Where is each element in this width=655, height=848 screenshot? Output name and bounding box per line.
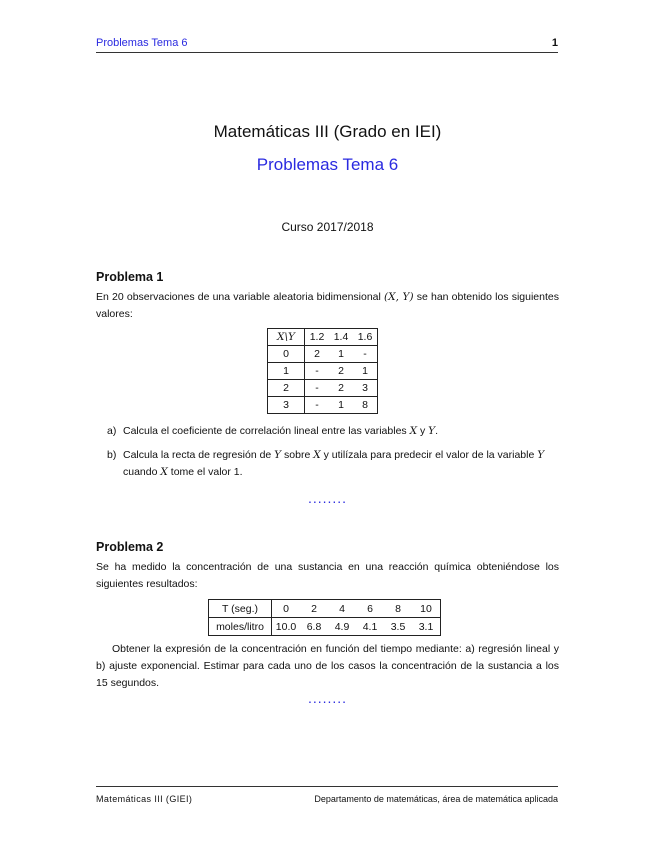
table-cell: 2 xyxy=(329,380,353,397)
row-label: 2 xyxy=(268,380,305,397)
problem2-task: Obtener la expresión de la concentración en función del tiempo mediante: a) regresión lineal y b) ajuste exponencial. Estimar para cada uno de los casos la concentración de la sustancia a los 15 segundos. xyxy=(96,643,559,689)
problem2-heading: Problema 2 xyxy=(96,540,164,554)
row-label: 3 xyxy=(268,397,305,414)
item-math: Y xyxy=(428,425,436,437)
table-cell: 0 xyxy=(272,600,301,618)
table-cell: 8 xyxy=(353,397,378,414)
page-header xyxy=(96,36,558,53)
table-cell: 1 xyxy=(329,346,353,363)
table-cell: 3 xyxy=(353,380,378,397)
table-cell: 10.0 xyxy=(272,618,301,636)
problem2-table xyxy=(208,599,441,636)
item-text-part: cuando xyxy=(123,466,161,478)
item-math: Y xyxy=(537,449,545,461)
table-cell: 1 xyxy=(329,397,353,414)
row-label: moles/litro xyxy=(209,618,272,636)
table-cell: 1 xyxy=(353,363,378,380)
table-cell: 4.9 xyxy=(328,618,356,636)
item-text-part: Calcula la recta de regresión de xyxy=(123,449,275,461)
item-text-part: tome el valor 1. xyxy=(167,466,243,478)
table-row xyxy=(268,363,378,380)
problem1-statement xyxy=(96,289,559,323)
item-text-part: sobre xyxy=(281,449,314,461)
header-title: Problemas Tema 6 xyxy=(96,37,188,49)
document-subtitle: Problemas Tema 6 xyxy=(256,155,399,174)
problem1-separator: ........ xyxy=(307,490,348,506)
table-cell: 2 xyxy=(300,600,328,618)
item-tag: b) xyxy=(107,449,117,461)
row-label: 1 xyxy=(268,363,305,380)
item-text-part: y xyxy=(417,425,429,437)
table-cell: 2 xyxy=(329,363,353,380)
table-cell: - xyxy=(305,380,330,397)
table-row xyxy=(268,397,378,414)
table-cell: 3.1 xyxy=(412,618,441,636)
row-label: T (seg.) xyxy=(209,600,272,618)
course-year: Curso 2017/2018 xyxy=(281,220,374,234)
item-text-part: y utilízala para predecir el valor de la variable xyxy=(320,449,538,461)
problem2-separator: ........ xyxy=(307,690,348,706)
table-corner: X\Y xyxy=(268,329,305,346)
table-cell: 6.8 xyxy=(300,618,328,636)
row-label: 0 xyxy=(268,346,305,363)
table-cell: 4.1 xyxy=(356,618,384,636)
problem1-table xyxy=(267,328,378,414)
problem2-statement: Se ha medido la concentración de una sustancia en una reacción química obteniéndose los siguientes resultados: xyxy=(96,561,559,590)
table-cell: 8 xyxy=(384,600,412,618)
item-text xyxy=(123,423,559,440)
problem1-item-a xyxy=(107,423,559,440)
table-row xyxy=(209,618,441,636)
column-header: 1.2 xyxy=(305,329,330,346)
column-header: 1.6 xyxy=(353,329,378,346)
problem1-statement-math: (X, Y) xyxy=(384,291,414,303)
problem1-statement-post: se han obtenido los siguientes valores: xyxy=(96,291,559,320)
item-math: X xyxy=(409,425,418,437)
table-header-row xyxy=(268,329,378,346)
footer-course: Matemáticas III (GIEI) xyxy=(96,794,193,804)
table-cell: - xyxy=(353,346,378,363)
table-cell: - xyxy=(305,397,330,414)
item-text-part: Calcula el coeficiente de correlación lineal entre las variables xyxy=(123,425,410,437)
page-number: 1 xyxy=(551,37,558,49)
document-title: Matemáticas III (Grado en IEI) xyxy=(213,122,442,141)
table-row xyxy=(268,380,378,397)
item-text xyxy=(123,447,559,481)
problem1-item-b xyxy=(107,447,559,481)
table-row xyxy=(209,600,441,618)
item-text-part: . xyxy=(435,425,439,437)
table-cell: 3.5 xyxy=(384,618,412,636)
table-row xyxy=(268,346,378,363)
problem1-statement-pre: En 20 observaciones de una variable aleatoria bidimensional xyxy=(96,291,385,303)
item-math: X xyxy=(160,466,168,478)
table-cell: 2 xyxy=(305,346,330,363)
table-cell: 10 xyxy=(412,600,441,618)
table-cell: - xyxy=(305,363,330,380)
problem1-heading: Problema 1 xyxy=(96,270,164,284)
item-math: Y xyxy=(274,449,282,461)
table-cell: 6 xyxy=(356,600,384,618)
page-footer xyxy=(96,786,558,804)
item-math: X xyxy=(313,449,321,461)
item-tag: a) xyxy=(107,425,117,437)
table-cell: 4 xyxy=(328,600,356,618)
column-header: 1.4 xyxy=(329,329,353,346)
footer-department: Departamento de matemáticas, área de matemática aplicada xyxy=(314,794,558,804)
